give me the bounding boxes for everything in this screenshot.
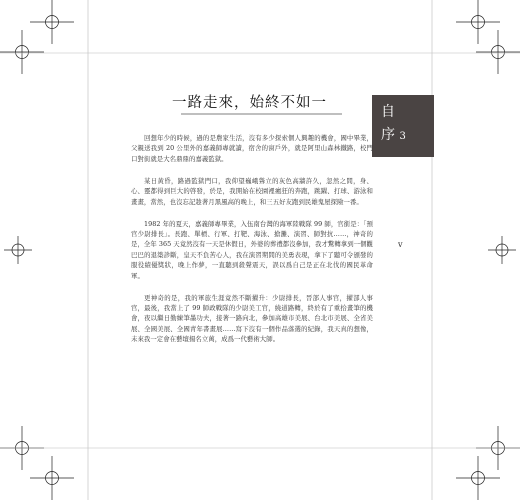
preface-tab xyxy=(372,95,434,157)
paragraph: 某日黃昏，路過監獄門口，我仰望巍峨聳立的灰色高牆許久，忽然之間，身、心、靈都得到巨大的啓發，於是，我開始在校園裡瘋狂的奔跑，跳躍、打球、游泳和畫畫，當然，也沒忘記趁著月黑風高的晚上，和三五好友跑到民雄鬼屋探險一番。 xyxy=(131,176,373,206)
paragraph: 回想年少的時候，過的是農家生活，沒有多少探索個人興趣的機會，國中畢業，父親送我到 20 公里外的嘉義師專就讀，宿舍的窗戶外，就是阿里山森林鐵路，校門口對街就是大名鼎鼎的嘉義監獄。 xyxy=(131,134,373,163)
tab-line-1: 自 xyxy=(381,104,395,120)
tab-line-2 xyxy=(381,124,434,148)
paragraph: 更神奇的是，我的軍旅生涯竟然不斷擢升：少尉排長，晉部人事官，擢部人事官，最後，我當上了 99 師政戰隊的少尉美工官，繞道路轉，終於有了重拾畫筆的機會，夜以繼日勤練筆墨功夫，接著一路向北，參加高雄市美展、台北市美展、全省美展、全國美展、全國青年書畫展……寫下沒有一個作品落選的紀錄，我天真的想像，未來我一定會在藝壇揚名立萬，成爲一代藝術大師。 xyxy=(131,293,373,344)
page-folio: v xyxy=(398,240,403,249)
tab-char: 序 xyxy=(381,127,395,143)
chapter-title: 一路走來，始終不如一 xyxy=(172,95,327,111)
paragraph: 1982 年的夏天，嘉義師專畢業，入伍南台灣的海軍陸戰隊 99 師，官銜是：「預官少尉排長」。長跑、單槓、行軍、打靶、海泳、搶灘、演習、師對抗……，神奇的是，全年 365 天竟然沒有一天是休假日，外婆的葬禮都沒參加，我才驚轉拿到一個觀巴巴的退築診斷，皇天不負苦心人，我在演習期間的美勇表現，拿下了聽可令頒發的服役績優獎狀，晚上作夢，一直聽到殺聲震天，誤以爲自己是正在北伐的國民革命軍。 xyxy=(131,219,373,280)
tab-number: 3 xyxy=(399,131,406,142)
body-text xyxy=(131,133,373,356)
